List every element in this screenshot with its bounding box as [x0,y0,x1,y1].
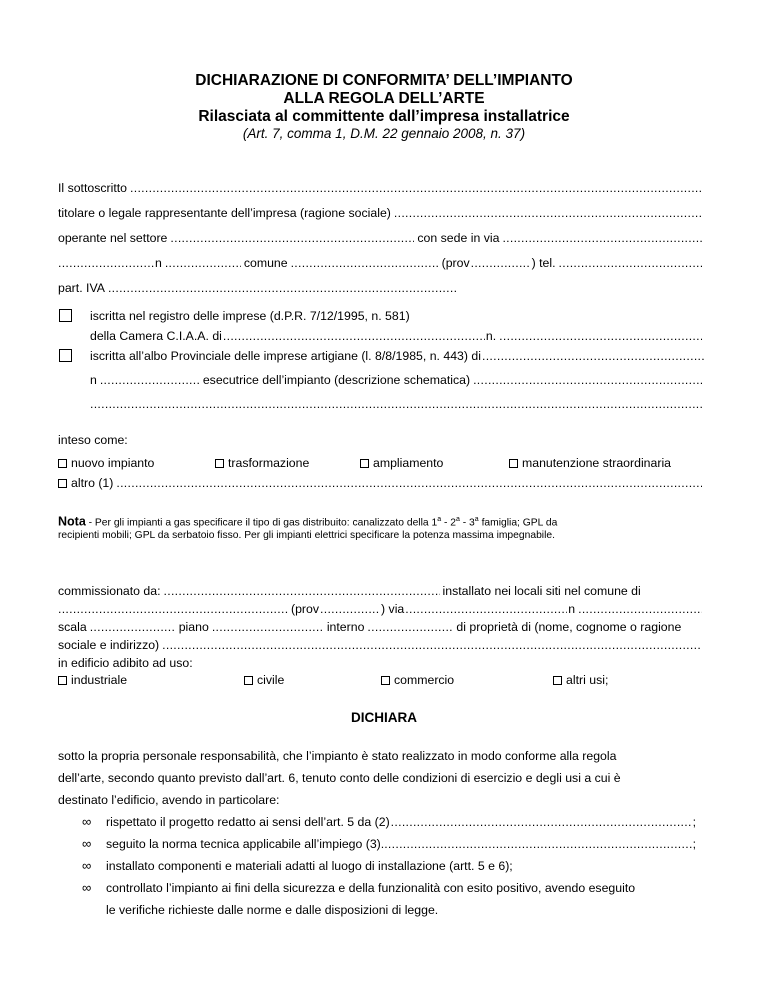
row-esecutrice [90,372,705,388]
fill-sociale[interactable] [162,637,702,653]
label-registro: iscritta nel registro delle imprese (d.P.R. 7/12/1995, n. 581) [90,309,410,323]
fill-piano[interactable] [212,619,324,635]
row-albo [90,348,705,364]
bullet-icon: ∞ [82,836,92,851]
label-titolare: titolare o legale rappresentante dell’impresa (ragione sociale) [58,206,391,220]
bullet-icon: ∞ [82,880,92,895]
title-line-2: ALLA REGOLA DELL’ARTE [283,90,485,107]
fill-comune[interactable] [291,255,439,271]
fill-piva[interactable] [108,280,457,296]
option-trasformazione[interactable]: trasformazione [215,455,309,471]
label-interno: interno [326,620,365,634]
label-sottoscritto: Il sottoscritto [58,181,128,195]
label-n: n [155,256,162,270]
fill-sottoscritto[interactable] [130,180,702,196]
fill-n-2[interactable] [578,601,702,617]
fill-altro[interactable] [116,475,702,491]
row-scala [58,619,705,635]
label-n-2: n [568,602,576,616]
fill-commissionato[interactable] [164,583,440,599]
fill-camera[interactable] [223,328,485,344]
legal-reference: (Art. 7, comma 1, D.M. 22 gennaio 2008, n. 37) [242,126,526,141]
fill-interno[interactable] [367,619,453,635]
label-esecutrice: esecutrice dell’impianto (descrizione schematica) [202,373,471,387]
label-via: ) via [381,602,405,616]
dichiara-heading: DICHIARA [351,710,417,725]
row-comune-via [58,601,705,617]
dichiara-line-1: sotto la propria personale responsabilità, che l’impianto è stato realizzato in modo conforme alla regola [58,749,617,763]
row-altro [58,475,705,491]
checkbox-registro[interactable] [59,308,76,324]
label-installato: installato nei locali siti nel comune di [442,584,641,598]
title-line-3: Rilasciata al committente dall’impresa installatrice [198,108,570,125]
fill-settore[interactable] [170,230,414,246]
label-albo: iscritta all’albo Provinciale delle imprese artigiane (l. 8/8/1985, n. 443) di [90,349,481,363]
fill-progetto[interactable] [391,814,692,830]
item-componenti: installato componenti e materiali adatti al luogo di installazione (artt. 5 e 6); [106,859,513,873]
item-norma [106,836,696,852]
fill-norma[interactable] [384,836,691,852]
note-line-2: recipienti mobili; GPL da serbatoio fisso. Per gli impianti elettrici specificare la potenza massima impegnabile. [58,530,555,541]
note-line-1: Nota - Per gli impianti a gas specificare il tipo di gas distribuito: canalizzato della 1$^a$ - 2$^a$ - 3$^a$ famiglia; GPL da [58,514,558,529]
fill-descrizione[interactable] [473,372,702,388]
label-piano: piano [178,620,209,634]
dichiara-line-3: destinato l’edificio, avendo in particolare: [58,793,280,807]
option-manutenzione[interactable]: manutenzione straordinaria [509,455,671,471]
label-scala: scala [58,620,87,634]
label-commissionato: commissionato da: [58,584,161,598]
label-edificio: in edificio adibito ad uso: [58,656,193,670]
bullet-icon: ∞ [82,814,92,829]
row-piva [58,280,460,296]
option-altri-usi[interactable]: altri usi; [553,672,608,688]
fill-albo[interactable] [482,348,704,364]
row-sociale [58,637,705,653]
row-comune [58,255,705,271]
item-controllato-l1: controllato l’impianto ai fini della sicurezza e della funzionalità con esito positivo, avendo eseguito [106,881,636,895]
row-titolare [58,205,705,221]
fill-descrizione-2[interactable] [90,396,702,412]
title-line-1: DICHIARAZIONE DI CONFORMITA’ DELL’IMPIANTO [195,72,573,89]
label-tel: ) tel. [531,256,556,270]
fill-ragione-sociale[interactable] [394,205,702,221]
item-progetto [106,814,696,830]
option-ampliamento[interactable]: ampliamento [360,455,443,471]
fill-prov-2[interactable] [320,601,380,617]
item-progetto-end: ; [692,815,696,829]
item-controllato-l2: le verifiche richieste dalle norme e dalle disposizioni di legge. [106,903,439,917]
fill-prov[interactable] [471,255,531,271]
item-progetto-text: rispettato il progetto redatto ai sensi dell’art. 5 da (2) [106,815,390,829]
row-commissionato [58,583,705,599]
item-norma-text: seguito la norma tecnica applicabile all’impiego (3). [106,837,385,851]
row-operante [58,230,705,246]
label-prov: (prov [441,256,470,270]
checkbox-albo[interactable] [59,348,76,364]
fill-numero-civico[interactable] [58,255,154,271]
label-operante: operante nel settore [58,231,168,245]
note-label: Nota [58,514,86,529]
option-industriale[interactable]: industriale [58,672,127,688]
label-piva: part. IVA [58,281,105,295]
fill-comune-installazione[interactable] [58,601,288,617]
label-camera-n: n. [485,329,497,343]
item-norma-end: ; [692,837,696,851]
label-camera: della Camera C.I.A.A. di [90,329,222,343]
fill-n-albo[interactable] [100,372,200,388]
fill-via[interactable] [502,230,702,246]
label-sociale: sociale e indirizzo) [58,638,160,652]
label-sede: con sede in via [417,231,500,245]
row-sottoscritto [58,180,705,196]
label-proprieta: di proprietà di (nome, cognome o ragione [456,620,682,634]
bullet-icon: ∞ [82,858,92,873]
label-n-albo: n [90,373,97,387]
label-inteso: inteso come: [58,433,128,447]
label-comune: comune [243,256,288,270]
label-prov-2: (prov [291,602,320,616]
fill-scala[interactable] [90,619,176,635]
row-descrizione-2 [90,396,705,412]
option-civile[interactable]: civile [244,672,284,688]
fill-tel[interactable] [559,255,702,271]
option-commercio[interactable]: commercio [381,672,454,688]
fill-camera-n[interactable] [499,328,702,344]
dichiara-line-2: dell’arte, secondo quanto previsto dall’art. 6, tenuto conto delle condizioni di esercizio e degli usi a cui è [58,771,621,785]
fill-via-2[interactable] [405,601,567,617]
row-camera [90,328,705,344]
option-nuovo-impianto[interactable]: nuovo impianto [58,455,154,471]
fill-n[interactable] [165,255,241,271]
option-altro[interactable]: altro (1) [58,475,113,491]
